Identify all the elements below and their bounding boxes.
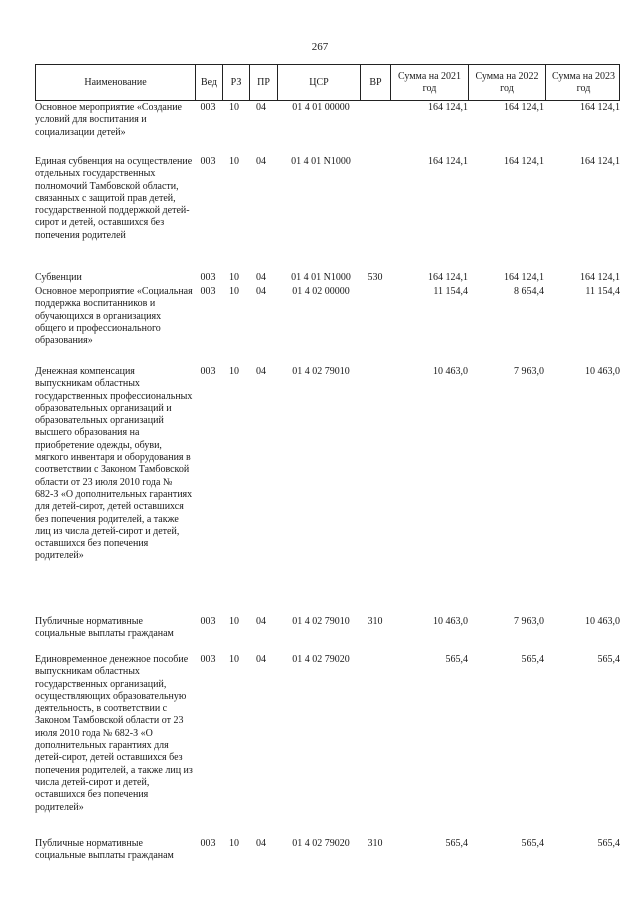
row-name: Денежная компенсация выпускникам областных государственных профессиональных образовательных организаций и образовательных организаций высшего образования на приобретение одежды, обуви, мягкого инвентаря и оборудования в соответствии с Законом Тамбовской области от 23 июля 2010 года № 682-З «О дополнительных гарантиях для детей-сирот, детей оставшихся без попечения родителей, а также лиц из числа детей-сирот и детей, оставшихся без попечения родителей» (35, 366, 193, 562)
row-sum-2023: 164 124,1 (580, 272, 620, 283)
row-rz: 10 (229, 156, 239, 167)
row-sum-2022: 8 654,4 (514, 286, 544, 297)
row-sum-2021: 10 463,0 (433, 616, 468, 627)
row-sum-2023: 10 463,0 (585, 366, 620, 377)
row-sum-2023: 565,4 (597, 838, 620, 849)
header-sum-2023: Сумма на 2023 год (545, 65, 621, 100)
row-sum-2022: 164 124,1 (504, 272, 544, 283)
header-rz: РЗ (222, 65, 249, 100)
row-sum-2021: 10 463,0 (433, 366, 468, 377)
row-ved: 003 (200, 654, 216, 665)
row-pr: 04 (256, 616, 266, 627)
row-ved: 003 (200, 272, 216, 283)
row-csr: 01 4 01 N1000 (291, 156, 351, 167)
row-ved: 003 (200, 616, 216, 627)
row-csr: 01 4 02 00000 (292, 286, 350, 297)
row-ved: 003 (200, 838, 216, 849)
row-name: Публичные нормативные социальные выплаты гражданам (35, 616, 174, 640)
row-name: Субвенции (35, 272, 82, 283)
row-vr: 310 (367, 838, 383, 849)
row-name: Основное мероприятие «Социальная поддержка воспитанников и обучающихся в организациях общего и профессионального образования» (35, 286, 193, 347)
row-pr: 04 (256, 286, 266, 297)
row-sum-2023: 164 124,1 (580, 156, 620, 167)
header-csr: ЦСР (277, 65, 360, 100)
row-ved: 003 (200, 286, 216, 297)
row-ved: 003 (200, 102, 216, 113)
row-rz: 10 (229, 616, 239, 627)
row-sum-2023: 565,4 (597, 654, 620, 665)
row-sum-2021: 164 124,1 (428, 102, 468, 113)
row-sum-2022: 565,4 (521, 654, 544, 665)
header-vr: ВР (360, 65, 390, 100)
header-pr: ПР (249, 65, 277, 100)
row-csr: 01 4 02 79020 (292, 654, 350, 665)
row-sum-2022: 164 124,1 (504, 102, 544, 113)
row-sum-2023: 164 124,1 (580, 102, 620, 113)
header-sum-2021: Сумма на 2021 год (390, 65, 468, 100)
row-pr: 04 (256, 366, 266, 377)
row-pr: 04 (256, 156, 266, 167)
row-ved: 003 (200, 366, 216, 377)
row-csr: 01 4 02 79010 (292, 366, 350, 377)
row-name: Единовременное денежное пособие выпускникам областных государственных организаций, осуществляющих образовательную деятельность, в соответствии с Законом Тамбовской области от 23 июля 2010 года № 682-З «О дополнительных гарантиях для детей-сирот, детей оставшихся без попечения родителей, а также лиц из числа детей-сирот и детей, оставшихся без попечения родителей» (35, 654, 193, 813)
row-rz: 10 (229, 366, 239, 377)
row-sum-2023: 10 463,0 (585, 616, 620, 627)
row-ved: 003 (200, 156, 216, 167)
row-csr: 01 4 02 79020 (292, 838, 350, 849)
row-sum-2021: 565,4 (445, 654, 468, 665)
row-rz: 10 (229, 838, 239, 849)
row-sum-2022: 565,4 (521, 838, 544, 849)
row-pr: 04 (256, 272, 266, 283)
page-number: 267 (311, 41, 329, 53)
row-name: Публичные нормативные социальные выплаты гражданам (35, 838, 174, 862)
row-sum-2021: 164 124,1 (428, 156, 468, 167)
row-sum-2021: 164 124,1 (428, 272, 468, 283)
row-sum-2022: 164 124,1 (504, 156, 544, 167)
row-rz: 10 (229, 272, 239, 283)
row-name: Основное мероприятие «Создание условий для воспитания и социализации детей» (35, 102, 182, 138)
row-sum-2021: 11 154,4 (433, 286, 468, 297)
row-sum-2023: 11 154,4 (585, 286, 620, 297)
header-name: Наименование (84, 76, 147, 88)
row-pr: 04 (256, 838, 266, 849)
row-pr: 04 (256, 102, 266, 113)
row-pr: 04 (256, 654, 266, 665)
header-sum-2022: Сумма на 2022 год (468, 65, 545, 100)
row-vr: 530 (367, 272, 383, 283)
row-vr: 310 (367, 616, 383, 627)
row-sum-2022: 7 963,0 (514, 366, 544, 377)
row-sum-2022: 7 963,0 (514, 616, 544, 627)
row-rz: 10 (229, 102, 239, 113)
row-csr: 01 4 02 79010 (292, 616, 350, 627)
header-ved: Вед (195, 65, 222, 100)
row-rz: 10 (229, 654, 239, 665)
row-sum-2021: 565,4 (445, 838, 468, 849)
row-csr: 01 4 01 00000 (292, 102, 350, 113)
row-csr: 01 4 01 N1000 (291, 272, 351, 283)
row-rz: 10 (229, 286, 239, 297)
row-name: Единая субвенция на осуществление отдельных государственных полномочий Тамбовской области, связанных с защитой прав детей, государственной поддержкой детей-сирот и детей, оставшихся без попечения родителей (35, 156, 193, 241)
